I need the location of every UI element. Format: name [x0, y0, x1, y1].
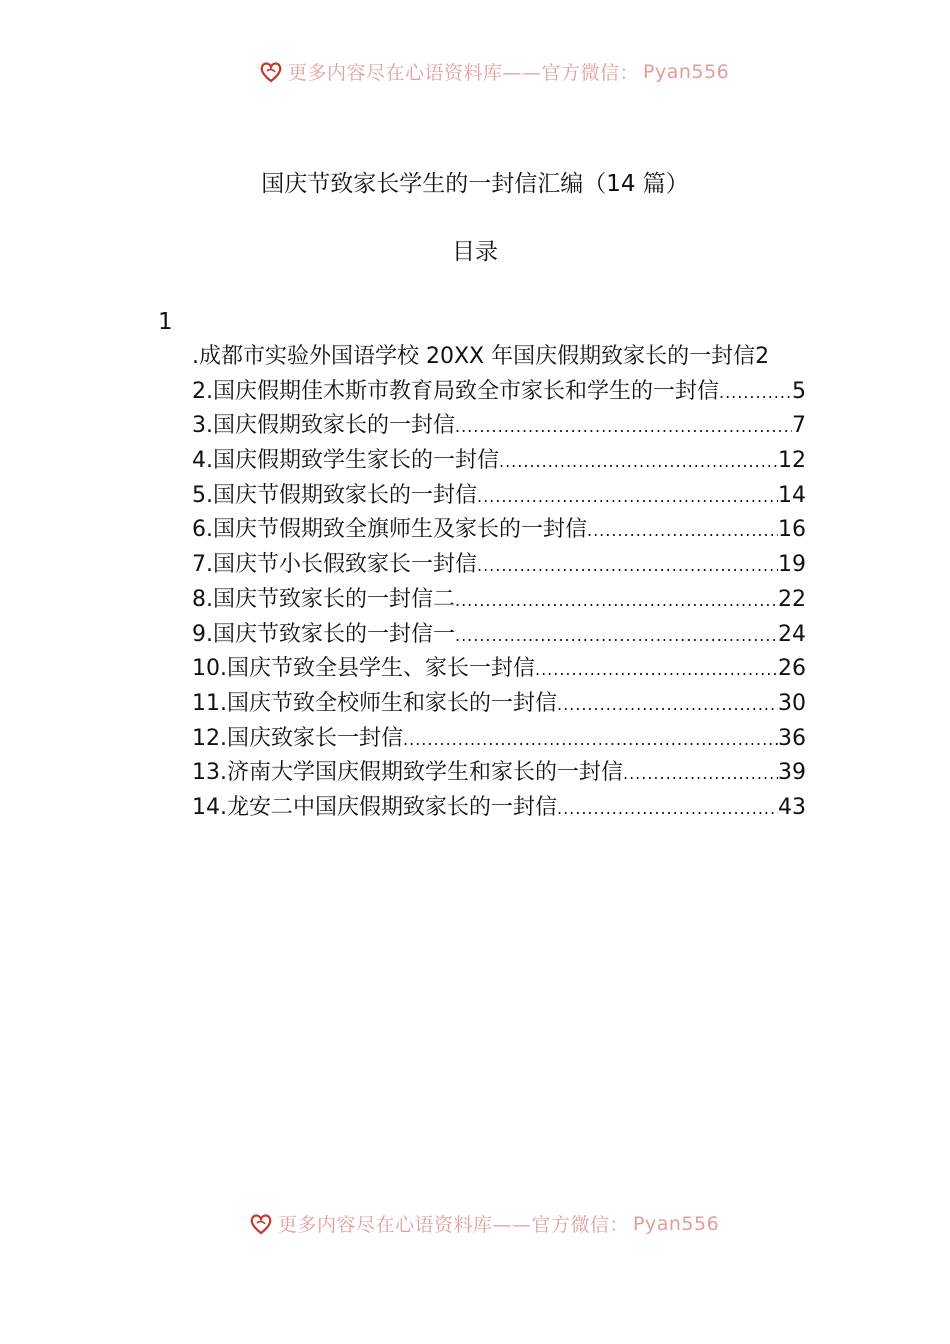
- toc-entry[interactable]: [192, 340, 806, 375]
- toc-dot-leader: [455, 584, 778, 618]
- toc-page-number: 22: [778, 586, 806, 612]
- toc-entry-title: 11.国庆节致全校师生和家长的一封信: [192, 690, 557, 716]
- toc-first-entry-number: 1: [158, 309, 173, 335]
- toc-page-number: 30: [778, 690, 806, 716]
- toc-entry[interactable]: [192, 444, 806, 479]
- toc-dot-leader: [477, 480, 778, 514]
- toc-page-number: 19: [778, 552, 806, 578]
- toc-dot-leader: [455, 619, 778, 653]
- toc-dot-leader: [535, 653, 778, 687]
- toc-entry[interactable]: [192, 479, 806, 514]
- toc-entry[interactable]: [192, 756, 806, 791]
- toc-page-number: 12: [778, 448, 806, 474]
- watermark-id: Pyan556: [633, 1212, 720, 1235]
- toc-heading: 目录: [452, 239, 498, 265]
- toc-entry[interactable]: [192, 652, 806, 687]
- toc-entry[interactable]: [192, 513, 806, 548]
- toc-entry-title: 2.国庆假期佳木斯市教育局致全市家长和学生的一封信: [192, 378, 719, 404]
- toc-entry-title: 7.国庆节小长假致家长一封信: [192, 552, 477, 578]
- toc-page-number: 2: [755, 344, 770, 369]
- table-of-contents: [192, 340, 806, 826]
- toc-entry-title: 13.济南大学国庆假期致学生和家长的一封信: [192, 760, 623, 786]
- toc-entry-title: 6.国庆节假期致全旗师生及家长的一封信: [192, 517, 587, 543]
- toc-dot-leader: [499, 445, 778, 479]
- toc-entry-title: 14.龙安二中国庆假期致家长的一封信: [192, 794, 557, 820]
- toc-entry[interactable]: [192, 618, 806, 653]
- heart-logo-icon: [248, 1211, 274, 1237]
- toc-page-number: 36: [778, 725, 806, 751]
- toc-page-number: 7: [792, 413, 806, 439]
- heart-logo-icon: [258, 59, 284, 85]
- toc-page-number: 16: [778, 517, 806, 543]
- toc-dot-leader: [477, 549, 778, 583]
- toc-entry-title: 5.国庆节假期致家长的一封信: [192, 482, 477, 508]
- watermark-text: 更多内容尽在心语资料库——官方微信：: [288, 62, 640, 84]
- toc-page-number: 5: [792, 378, 806, 404]
- watermark-id: Pyan556: [643, 60, 730, 83]
- toc-page-number: 26: [778, 656, 806, 682]
- toc-entry[interactable]: [192, 548, 806, 583]
- toc-entry[interactable]: [192, 375, 806, 410]
- toc-entry-title: 9.国庆节致家长的一封信一: [192, 621, 455, 647]
- toc-entry-title: 12.国庆致家长一封信: [192, 725, 403, 751]
- watermark-text: 更多内容尽在心语资料库——官方微信：: [278, 1214, 630, 1236]
- watermark-top: [0, 58, 950, 84]
- toc-entry-title: .成都市实验外国语学校 20XX 年国庆假期致家长的一封信: [192, 344, 756, 369]
- toc-entry[interactable]: [192, 409, 806, 444]
- toc-entry-title: 4.国庆假期致学生家长的一封信: [192, 448, 499, 474]
- toc-dot-leader: [557, 688, 778, 722]
- toc-entry-title: 3.国庆假期致家长的一封信: [192, 413, 455, 439]
- toc-entry[interactable]: [192, 791, 806, 826]
- toc-page-number: 39: [778, 760, 806, 786]
- toc-page-number: 43: [778, 794, 806, 820]
- toc-entry-title: 10.国庆节致全县学生、家长一封信: [192, 656, 535, 682]
- toc-dot-leader: [455, 410, 792, 444]
- toc-dot-leader: [623, 757, 778, 791]
- toc-entry[interactable]: [192, 583, 806, 618]
- toc-dot-leader: [557, 792, 778, 826]
- toc-dot-leader: [719, 376, 792, 410]
- toc-dot-leader: [587, 514, 778, 548]
- toc-entry[interactable]: [192, 687, 806, 722]
- toc-dot-leader: [403, 723, 778, 757]
- toc-page-number: 24: [778, 621, 806, 647]
- watermark-bottom: [0, 1210, 950, 1236]
- toc-page-number: 14: [778, 482, 806, 508]
- toc-entry[interactable]: [192, 722, 806, 757]
- document-title: 国庆节致家长学生的一封信汇编（14 篇）: [261, 171, 689, 197]
- toc-entry-title: 8.国庆节致家长的一封信二: [192, 586, 455, 612]
